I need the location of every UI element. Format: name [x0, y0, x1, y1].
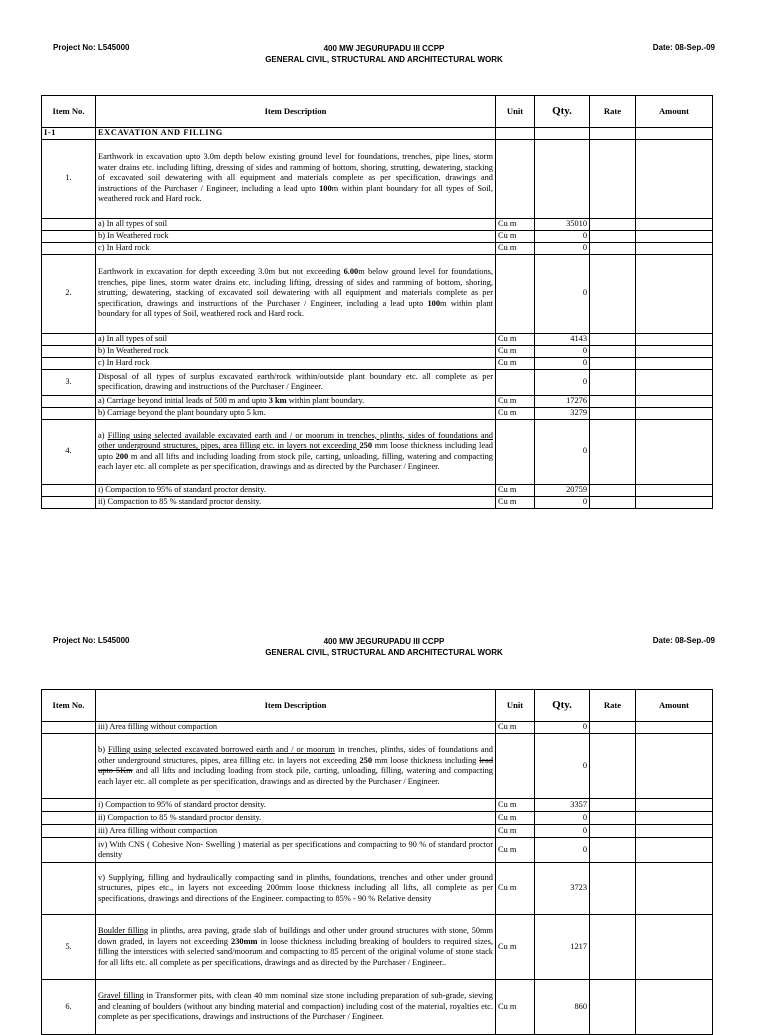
document-date: Date: 08-Sep.-09 — [652, 43, 715, 52]
cell-description: b) In Weathered rock — [96, 230, 496, 242]
title-line-1: 400 MW JEGURUPADU III CCPP — [323, 44, 445, 53]
text-fragment: Gravel filling — [98, 991, 144, 1001]
title-line-1: 400 MW JEGURUPADU III CCPP — [323, 637, 445, 646]
table-header-row — [42, 96, 713, 128]
cell-unit: Cu m — [496, 863, 535, 915]
cell-rate — [590, 734, 636, 799]
cell-unit: Cu m — [496, 357, 535, 369]
cell-rate — [590, 496, 636, 508]
text-fragment: in plinths, area paving, grade slab of buildings and other under ground structures with stone, 50mm down graded, in layers not exceeding — [98, 926, 494, 946]
item-description: Disposal of all types of surplus excavated earth/rock within/outside plant boundary etc. all complete as per specification, drawing and instructions of the Purchaser / Engineer. — [96, 369, 496, 395]
cell-qty: 0 — [535, 496, 590, 508]
text-fragment: Filling using selected excavated borrowed earth and / or moorum — [108, 745, 335, 754]
cell-item-no — [42, 734, 96, 799]
cell-unit: Cu m — [496, 345, 535, 357]
cell-unit — [496, 128, 535, 140]
table-row — [42, 395, 713, 407]
table-row — [42, 825, 713, 838]
table-row — [42, 496, 713, 508]
text-fragment: in Transformer pits, with clean 40 mm nominal size stone including preparation of sub-grade, sieving and cleaning of boulders (without any binding material and compaction) including cost of the material, royalties etc. complete as per specifications, drawings and instructions of the Purchaser / Engineer. — [98, 991, 493, 1022]
table-row — [42, 484, 713, 496]
table-header-row — [42, 690, 713, 722]
cell-rate — [590, 333, 636, 345]
table-row — [42, 230, 713, 242]
col-unit: Unit — [496, 690, 535, 722]
section-number: I-1 — [42, 128, 96, 140]
cell-rate — [590, 915, 636, 980]
cell-rate — [590, 345, 636, 357]
cell-qty: 0 — [535, 734, 590, 799]
cell-qty: 1217 — [535, 915, 590, 980]
cell-amount — [636, 812, 713, 825]
cell-qty: 3279 — [535, 407, 590, 419]
col-description: Item Description — [96, 96, 496, 128]
cell-unit — [496, 369, 535, 395]
cell-unit: Cu m — [496, 496, 535, 508]
text-fragment: and all lifts and including loading from stock pile, carting, unloading, filling, watering and compacting each layer etc. all complete as per specification, drawings and as directed by the Purchaser / Engineer. — [98, 766, 493, 786]
cell-rate — [590, 722, 636, 734]
table-row — [42, 734, 713, 799]
cell-description: iii) Area filling without compaction — [96, 825, 496, 838]
text-fragment: m and all lifts and including loading from stock pile, carting, unloading, filling, watering and compacting each layer etc. all complete as per specification, drawings and as directed by the Purchaser / Engineer. — [98, 451, 493, 471]
text-fragment: Boulder filling — [98, 926, 149, 935]
cell-item-no — [42, 799, 96, 812]
cell-item-no — [42, 407, 96, 419]
project-number: Project No: L545000 — [53, 43, 130, 52]
title-line-2: GENERAL CIVIL, STRUCTURAL AND ARCHITECTURAL WORK — [265, 55, 503, 64]
cell-rate — [590, 395, 636, 407]
cell-rate — [590, 838, 636, 863]
cell-amount — [636, 333, 713, 345]
cell-description: ii) Compaction to 85 % standard proctor density. — [96, 496, 496, 508]
cell-amount — [636, 395, 713, 407]
cell-rate — [590, 230, 636, 242]
cell-rate — [590, 218, 636, 230]
item-description — [96, 915, 496, 980]
cell-qty: 0 — [535, 242, 590, 254]
cell-qty: 0 — [535, 254, 590, 333]
item-number: 4. — [42, 419, 96, 484]
cell-item-no — [42, 345, 96, 357]
item-number: 3. — [42, 369, 96, 395]
text-fragment: in trenches, plinths, sides of foundations and other underground structures, pipes, area filling etc. in layers not exceeding — [98, 745, 493, 765]
cell-qty: 3357 — [535, 799, 590, 812]
text-fragment: b) — [98, 745, 109, 754]
cell-amount — [636, 863, 713, 915]
cell-rate — [590, 128, 636, 140]
text-fragment: Earthwork in excavation for depth exceeding 3.0m but not exceeding — [98, 267, 344, 277]
cell-description: ii) Compaction to 85 % standard proctor density. — [96, 812, 496, 825]
text-fragment: m within plant boundary for all types of Soil, weathered rock and Hard rock. — [98, 183, 493, 204]
cell-unit: Cu m — [496, 242, 535, 254]
cell-amount — [636, 345, 713, 357]
cell-description: i) Compaction to 95% of standard proctor density. — [96, 799, 496, 812]
cell-unit: Cu m — [496, 333, 535, 345]
cell-amount — [636, 734, 713, 799]
cell-item-no — [42, 496, 96, 508]
text-fragment: 200 — [115, 451, 129, 461]
cell-qty — [535, 139, 590, 218]
cell-unit: Cu m — [496, 980, 535, 1035]
cell-item-no — [42, 863, 96, 915]
table-row — [42, 799, 713, 812]
cell-qty: 0 — [535, 230, 590, 242]
table-row — [42, 254, 713, 333]
cell-amount — [636, 254, 713, 333]
col-qty: Qty. — [535, 96, 590, 128]
text-fragment: lead upto 5Km — [98, 755, 494, 775]
text-fragment: 230mm — [231, 936, 258, 946]
cell-description: c) In Hard rock — [96, 357, 496, 369]
text-fragment: in loose thickness including breaking of boulders to required sizes, filling the interstices with selected sand/moorum and compacting to 85 percent of the original volume of stone stack for all lifts etc. all complete as per specifications, drawings and as directed by the Purchaser / Engineer.. — [98, 936, 493, 967]
cell-amount — [636, 496, 713, 508]
cell-qty: 35010 — [535, 218, 590, 230]
section-row — [42, 128, 713, 140]
cell-item-no — [42, 242, 96, 254]
cell-qty: 860 — [535, 980, 590, 1035]
table-row — [42, 722, 713, 734]
item-number: 6. — [42, 980, 96, 1035]
cell-item-no — [42, 825, 96, 838]
cell-rate — [590, 139, 636, 218]
cell-unit — [496, 254, 535, 333]
item-number: 5. — [42, 915, 96, 980]
cell-item-no — [42, 395, 96, 407]
cell-description: b) Carriage beyond the plant boundary upto 5 km. — [96, 407, 496, 419]
cell-unit — [496, 734, 535, 799]
text-fragment: within plant boundary. — [286, 395, 365, 405]
text-fragment: 250 — [359, 755, 373, 765]
cell-description: i) Compaction to 95% of standard proctor density. — [96, 484, 496, 496]
text-fragment: m below ground level for foundations, trenches, pipe lines, storm water drains etc. including lifting, dressing of sides and ramming of bottom, shoring, strutting, dewatering, stacking of excavated soil dewatering with all equipment and materials complete as per specification, drawings and instructions of the Purchaser / Engineer, including a lead upto — [98, 267, 493, 308]
cell-rate — [590, 484, 636, 496]
cell-description: c) In Hard rock — [96, 242, 496, 254]
cell-amount — [636, 825, 713, 838]
project-number: Project No: L545000 — [53, 636, 130, 645]
item-description — [96, 734, 496, 799]
item-description — [96, 254, 496, 333]
cell-amount — [636, 128, 713, 140]
cell-description: a) In all types of soil — [96, 218, 496, 230]
col-amount: Amount — [636, 690, 713, 722]
item-number: 2. — [42, 254, 96, 333]
cell-item-no — [42, 722, 96, 734]
cell-qty: 0 — [535, 722, 590, 734]
cell-amount — [636, 242, 713, 254]
cell-qty: 0 — [535, 812, 590, 825]
col-qty: Qty. — [535, 690, 590, 722]
table-row — [42, 407, 713, 419]
item-description — [96, 419, 496, 484]
cell-amount — [636, 838, 713, 863]
cell-qty — [535, 128, 590, 140]
cell-item-no — [42, 484, 96, 496]
cell-amount — [636, 915, 713, 980]
cell-item-no — [42, 333, 96, 345]
cell-unit: Cu m — [496, 799, 535, 812]
cell-item-no — [42, 218, 96, 230]
section-title: EXCAVATION AND FILLING — [96, 128, 496, 140]
col-item-no: Item No. — [42, 96, 96, 128]
table-row — [42, 357, 713, 369]
cell-unit: Cu m — [496, 722, 535, 734]
cell-qty: 0 — [535, 838, 590, 863]
cell-unit: Cu m — [496, 407, 535, 419]
col-item-no: Item No. — [42, 690, 96, 722]
cell-unit: Cu m — [496, 812, 535, 825]
col-unit: Unit — [496, 96, 535, 128]
text-fragment: a) Carriage beyond initial leads of 500 m and upto — [98, 395, 269, 405]
table-row — [42, 915, 713, 980]
cell-rate — [590, 357, 636, 369]
text-fragment: Earthwork in excavation upto 3.0m depth below existing ground level for foundations, trenches, pipe lines, storm water drains etc. including lifting, dressing of sides and ramming of bottom, shoring, strutting, dewatering, stacking of excavated soil dewatering with all equipment and materials complete as per specification, drawings and instructions of the Purchaser / Engineer, including a lead upto — [98, 152, 493, 193]
cell-amount — [636, 369, 713, 395]
text-fragment: 100 — [319, 183, 332, 193]
col-description: Item Description — [96, 690, 496, 722]
cell-rate — [590, 825, 636, 838]
cell-description: iv) With CNS ( Cohesive Non- Swelling ) material as per specifications and compacting to 90 % of standard proctor density — [96, 838, 496, 863]
text-fragment: a) — [98, 430, 108, 440]
table-row — [42, 333, 713, 345]
cell-qty: 20759 — [535, 484, 590, 496]
cell-rate — [590, 419, 636, 484]
cell-qty: 0 — [535, 369, 590, 395]
cell-amount — [636, 139, 713, 218]
cell-amount — [636, 980, 713, 1035]
cell-rate — [590, 369, 636, 395]
cell-description — [96, 395, 496, 407]
cell-amount — [636, 407, 713, 419]
cell-qty: 0 — [535, 357, 590, 369]
col-rate: Rate — [590, 96, 636, 128]
boq-table-page1 — [41, 95, 713, 509]
item-description — [96, 980, 496, 1035]
text-fragment: mm loose thickness including lead upto — [98, 441, 493, 461]
cell-rate — [590, 254, 636, 333]
text-fragment: mm loose thickness including — [372, 755, 480, 765]
table-row — [42, 863, 713, 915]
table-row — [42, 242, 713, 254]
item-number: 1. — [42, 139, 96, 218]
cell-rate — [590, 980, 636, 1035]
cell-amount — [636, 722, 713, 734]
cell-unit: Cu m — [496, 230, 535, 242]
item-description — [96, 139, 496, 218]
text-fragment: 250 — [359, 441, 373, 450]
cell-unit: Cu m — [496, 915, 535, 980]
cell-unit: Cu m — [496, 838, 535, 863]
table-row — [42, 812, 713, 825]
title-line-2: GENERAL CIVIL, STRUCTURAL AND ARCHITECTURAL WORK — [265, 648, 503, 657]
cell-qty: 3723 — [535, 863, 590, 915]
cell-description: v) Supplying, filling and hydraulically compacting sand in plinths, foundations, trenches and other under ground structures, pipes etc., in layers not exceeding 200mm loose thickness including all lifts, all complete as per specifications, drawings and directions of the Engineer. compacting to 85% - 90 % Relative density — [96, 863, 496, 915]
cell-item-no — [42, 357, 96, 369]
cell-qty: 0 — [535, 825, 590, 838]
cell-description: a) In all types of soil — [96, 333, 496, 345]
cell-unit: Cu m — [496, 395, 535, 407]
cell-rate — [590, 242, 636, 254]
table-row — [42, 838, 713, 863]
boq-table-page2 — [41, 689, 713, 1035]
cell-qty: 0 — [535, 419, 590, 484]
table-row — [42, 419, 713, 484]
cell-amount — [636, 419, 713, 484]
cell-amount — [636, 799, 713, 812]
text-fragment: 6.00 — [343, 267, 359, 277]
table-row — [42, 369, 713, 395]
cell-unit — [496, 419, 535, 484]
cell-item-no — [42, 812, 96, 825]
cell-qty: 0 — [535, 345, 590, 357]
table-row — [42, 139, 713, 218]
cell-amount — [636, 230, 713, 242]
cell-rate — [590, 812, 636, 825]
text-fragment: m within plant boundary for all types of Soil, weathered rock and Hard rock. — [98, 298, 493, 319]
cell-rate — [590, 863, 636, 915]
table-row — [42, 345, 713, 357]
cell-amount — [636, 484, 713, 496]
cell-item-no — [42, 230, 96, 242]
col-amount: Amount — [636, 96, 713, 128]
cell-unit: Cu m — [496, 484, 535, 496]
cell-description: iii) Area filling without compaction — [96, 722, 496, 734]
table-row — [42, 980, 713, 1035]
cell-amount — [636, 218, 713, 230]
cell-unit — [496, 139, 535, 218]
cell-qty: 17276 — [535, 395, 590, 407]
text-fragment: 100 — [427, 298, 441, 308]
document-date: Date: 08-Sep.-09 — [652, 636, 715, 645]
cell-item-no — [42, 838, 96, 863]
table-row — [42, 218, 713, 230]
cell-unit: Cu m — [496, 218, 535, 230]
text-fragment: 3 km — [268, 395, 287, 405]
text-fragment: Filling using selected available excavated earth and / or moorum in trenches, plinths, sides of foundations and other underground structures, pipes, area filling etc. in layers not exceeding — [98, 430, 493, 450]
cell-rate — [590, 799, 636, 812]
cell-rate — [590, 407, 636, 419]
col-rate: Rate — [590, 690, 636, 722]
cell-qty: 4143 — [535, 333, 590, 345]
cell-unit: Cu m — [496, 825, 535, 838]
cell-amount — [636, 357, 713, 369]
cell-description: b) In Weathered rock — [96, 345, 496, 357]
